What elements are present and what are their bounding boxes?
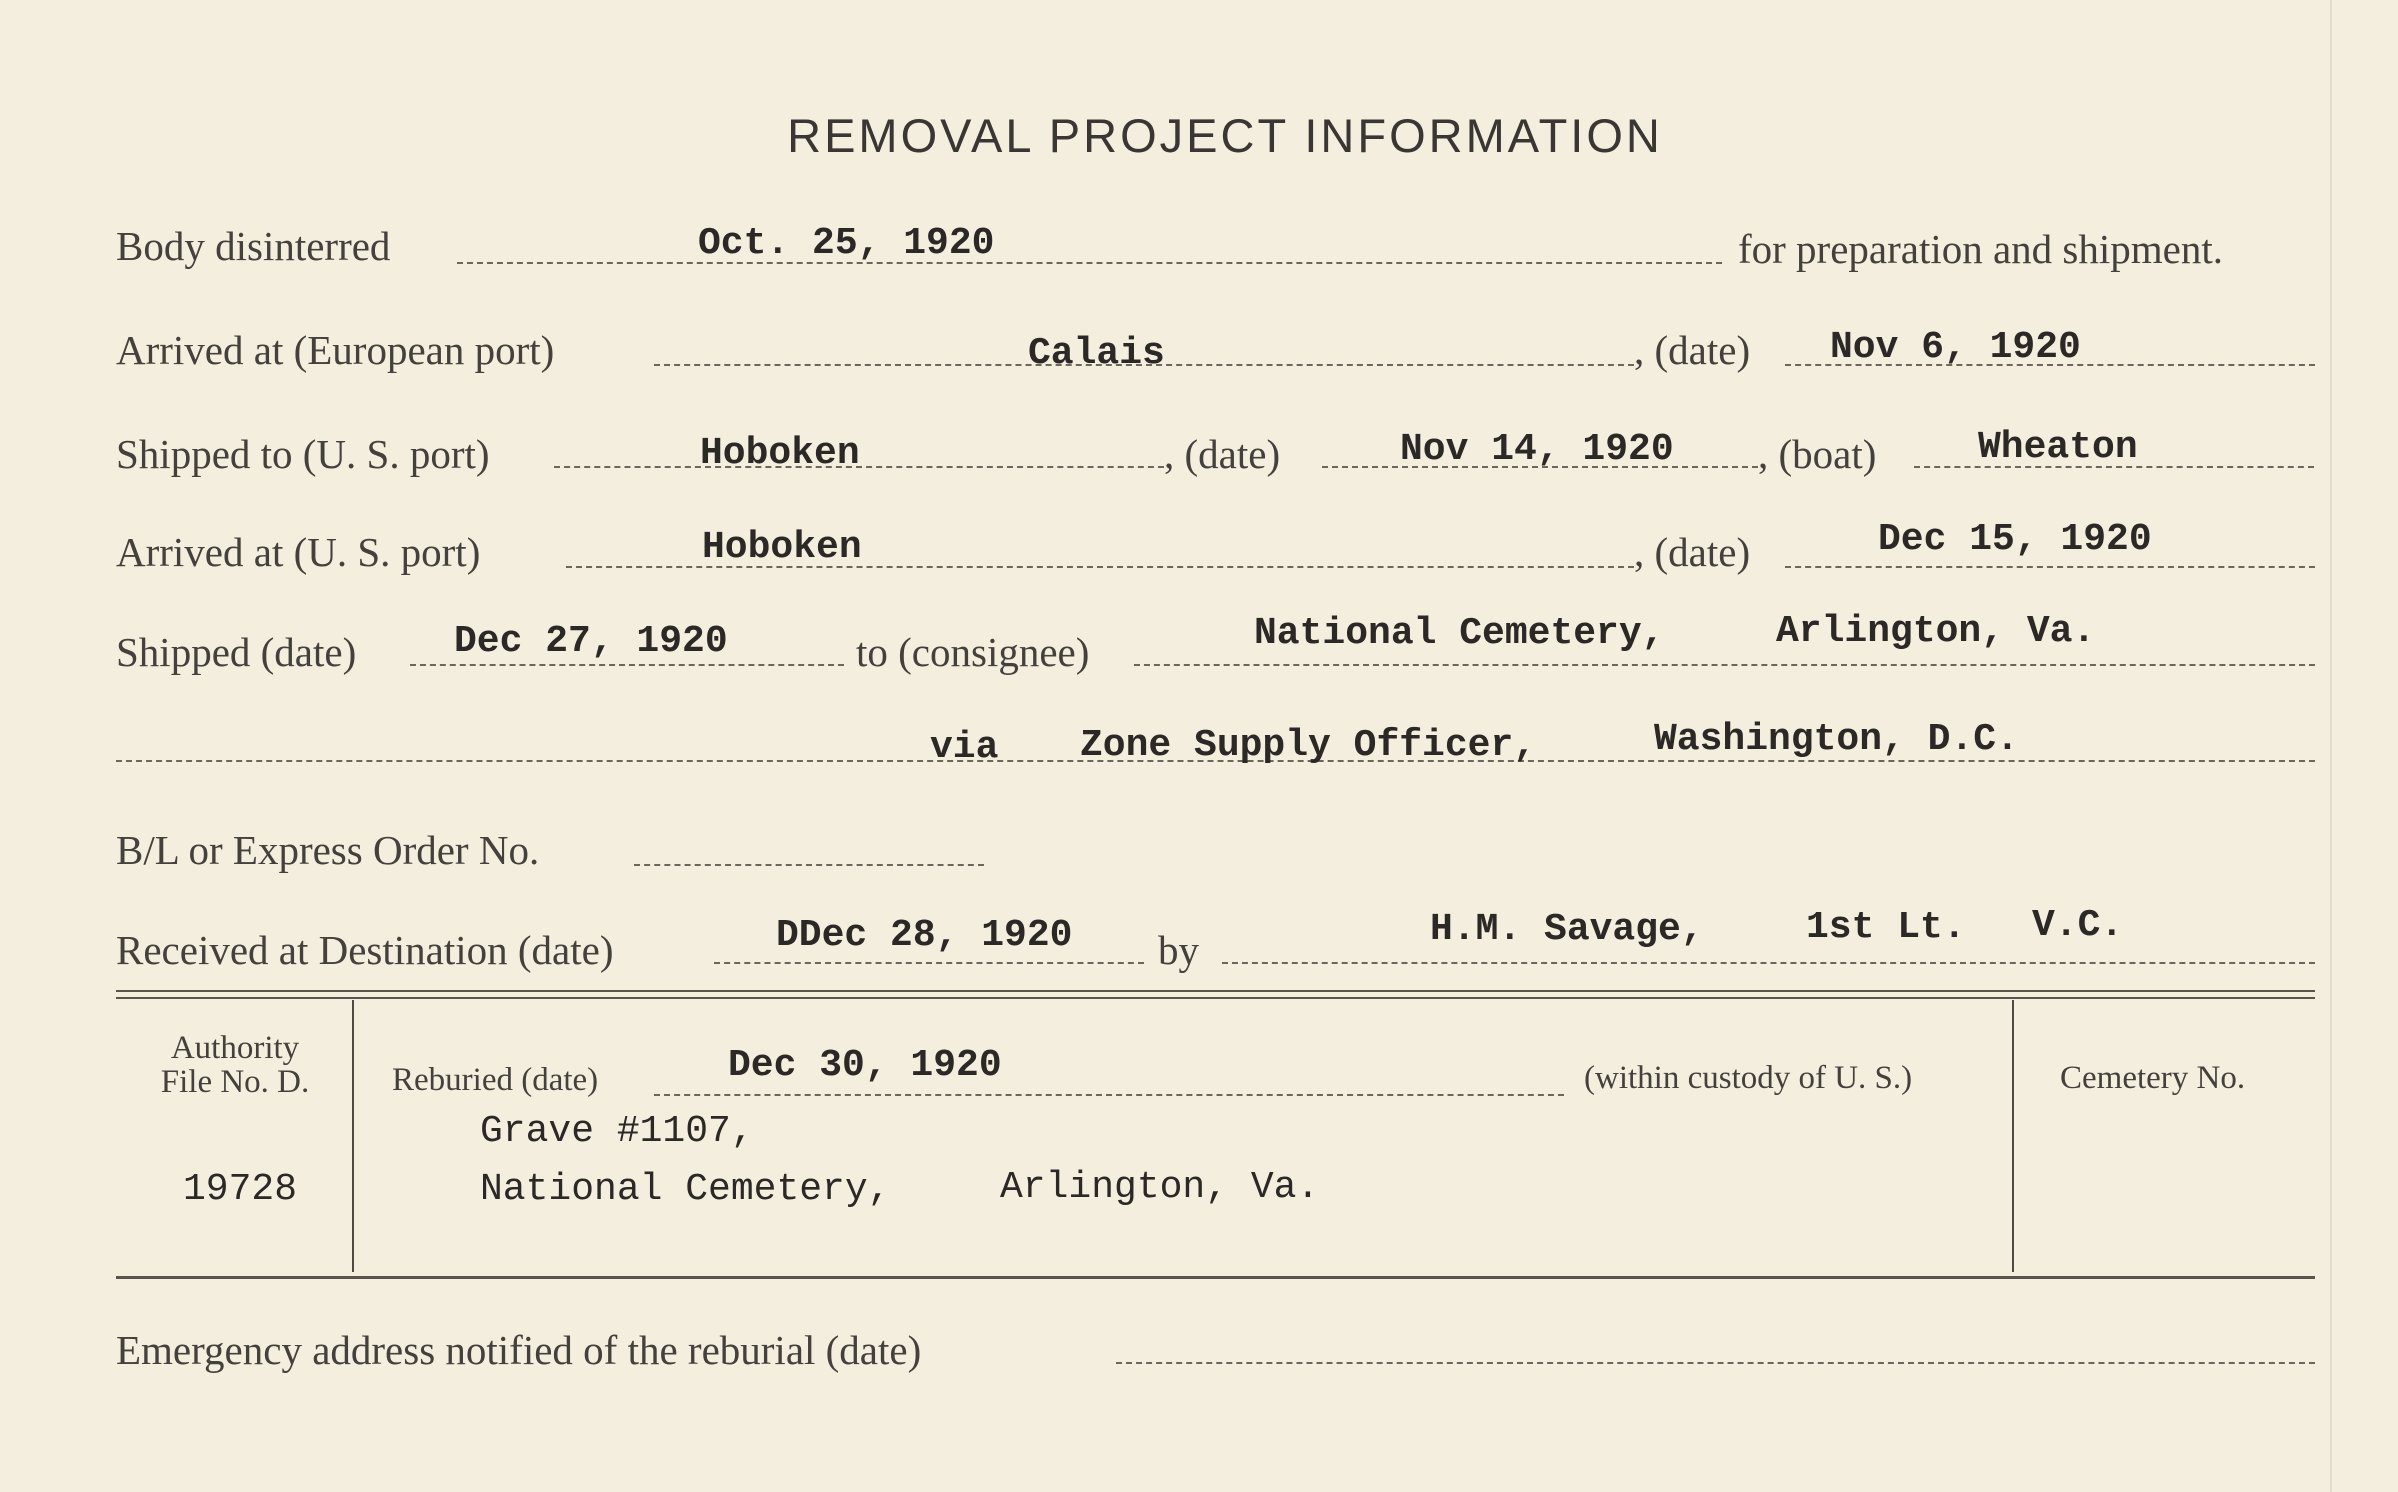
arrived-us-label: Arrived at (U. S. port) xyxy=(116,529,481,575)
reburied-custody: (within custody of U. S.) xyxy=(1584,1060,1913,1096)
shipped-us-date: Nov 14, 1920 xyxy=(1400,428,1674,471)
arrived-us-date: Dec 15, 1920 xyxy=(1878,518,2152,561)
shipped-consignee-place: Arlington, Va. xyxy=(1776,610,2096,653)
arrived-us-date-line xyxy=(1785,566,2315,568)
received-by-line xyxy=(1222,962,2315,964)
reburied-grave: Grave #1107, xyxy=(480,1110,754,1153)
arrived-european-value: Calais xyxy=(1028,332,1165,375)
box-top-rule xyxy=(116,990,2315,992)
received-by-name: H.M. Savage, xyxy=(1430,908,1704,951)
arrived-us-value: Hoboken xyxy=(702,526,862,569)
shipped-date: Dec 27, 1920 xyxy=(454,620,728,663)
reburied-location: National Cemetery, xyxy=(480,1168,891,1211)
emergency-label: Emergency address notified of the reburial (date) xyxy=(116,1327,922,1373)
via-officer: Zone Supply Officer, xyxy=(1080,724,1537,767)
reburied-date: Dec 30, 1920 xyxy=(728,1044,1002,1087)
received-date: DDec 28, 1920 xyxy=(776,914,1073,957)
box-bottom-rule xyxy=(116,1276,2315,1279)
authority-label-1: Authority xyxy=(170,1030,300,1066)
shipped-us-date-label: , (date) xyxy=(1164,431,1281,477)
received-date-line xyxy=(714,962,1144,964)
bl-order-label: B/L or Express Order No. xyxy=(116,827,540,873)
authority-file-no: 19728 xyxy=(182,1168,298,1211)
emergency-line xyxy=(1116,1362,2315,1364)
box-divider-right xyxy=(2012,1000,2014,1272)
shipped-consignee: National Cemetery, xyxy=(1254,612,1665,655)
shipped-us-label: Shipped to (U. S. port) xyxy=(116,431,490,477)
shipped-label: Shipped (date) xyxy=(116,629,357,675)
box-top-rule-double xyxy=(116,997,2315,999)
received-label: Received at Destination (date) xyxy=(116,927,614,973)
reburied-date-line xyxy=(654,1094,1564,1096)
reburied-location-place: Arlington, Va. xyxy=(1000,1166,1320,1209)
shipped-us-boat-label: , (boat) xyxy=(1758,431,1877,477)
reburied-label: Reburied (date) xyxy=(392,1062,599,1098)
authority-label-2: File No. D. xyxy=(160,1064,310,1100)
shipped-consignee-label: to (consignee) xyxy=(856,629,1090,675)
received-by-rank: 1st Lt. xyxy=(1806,906,1966,949)
body-disinterred-value: Oct. 25, 1920 xyxy=(698,222,995,265)
card-edge xyxy=(2330,0,2332,1492)
arrived-european-date-label: , (date) xyxy=(1634,327,1751,373)
received-by-label: by xyxy=(1158,927,1199,973)
shipped-us-boat: Wheaton xyxy=(1978,426,2138,469)
via-place: Washington, D.C. xyxy=(1654,718,2019,761)
cemetery-no-label: Cemetery No. xyxy=(2060,1060,2246,1096)
body-disinterred-label: Body disinterred xyxy=(116,223,391,269)
box-divider-left xyxy=(352,1000,354,1272)
via-word: via xyxy=(930,726,999,769)
body-disinterred-suffix: for preparation and shipment. xyxy=(1738,226,2224,272)
received-by-corps: V.C. xyxy=(2032,904,2124,947)
body-disinterred-line xyxy=(457,262,1722,264)
arrived-european-date: Nov 6, 1920 xyxy=(1830,326,2081,369)
bl-order-line xyxy=(634,864,984,866)
shipped-consignee-line xyxy=(1134,664,2315,666)
arrived-us-date-label: , (date) xyxy=(1634,529,1751,575)
card-title: REMOVAL PROJECT INFORMATION xyxy=(787,109,1663,162)
shipped-date-line xyxy=(410,664,844,666)
arrived-european-label: Arrived at (European port) xyxy=(116,327,555,373)
shipped-us-value: Hoboken xyxy=(700,432,860,475)
